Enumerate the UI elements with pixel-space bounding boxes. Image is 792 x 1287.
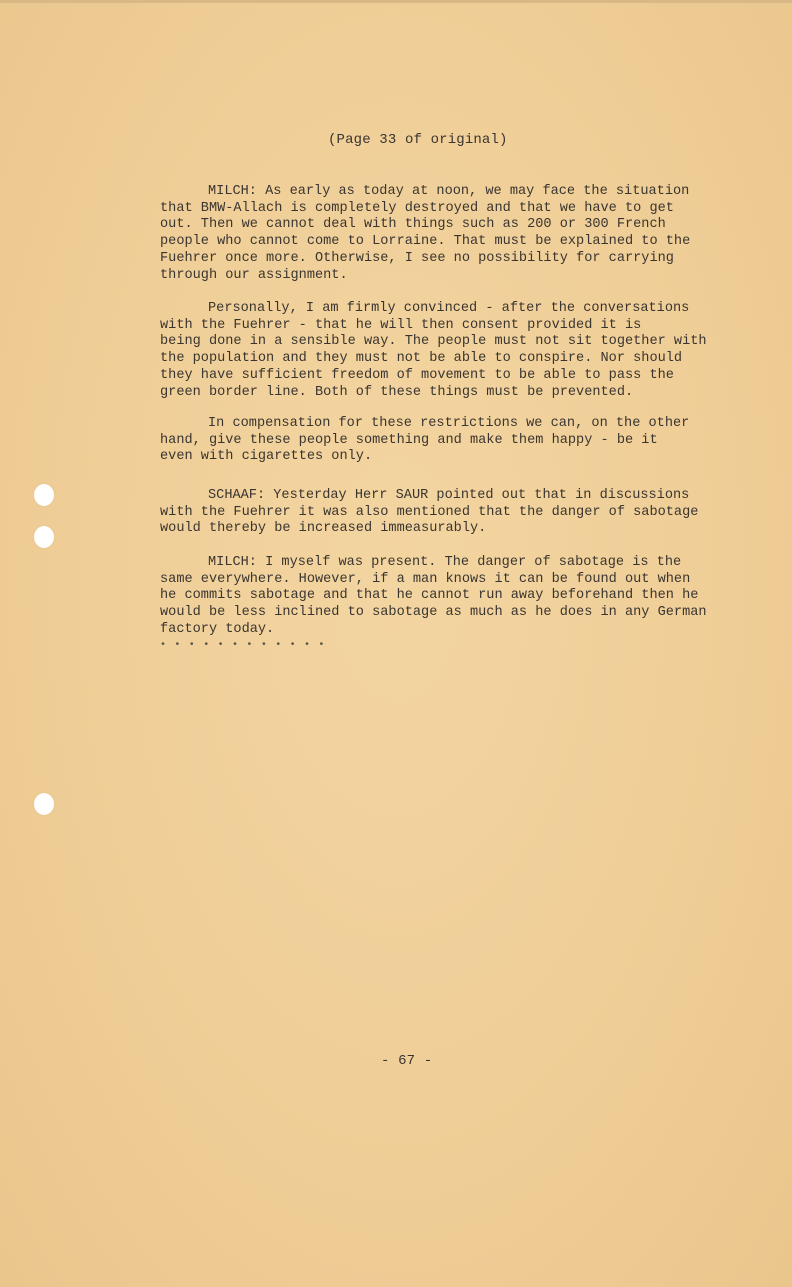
paragraph-milch-2	[160, 301, 707, 401]
paragraph-line: with the Fuehrer it was also mentioned that the danger of sabotage	[160, 504, 699, 520]
paragraph-line: out. Then we cannot deal with things such as 200 or 300 French	[160, 217, 666, 233]
paragraph-line: with the Fuehrer - that he will then consent provided it is	[160, 317, 642, 333]
paragraph-line: through our assignment.	[160, 267, 348, 283]
paragraph-line: hand, give these people something and make them happy - be it	[160, 432, 658, 448]
paragraph-schaaf	[160, 488, 698, 538]
paragraph-line: people who cannot come to Lorraine. That must be explained to the	[160, 234, 691, 250]
paragraph-line: same everywhere. However, if a man knows it can be found out when	[160, 571, 691, 587]
paragraph-line: he commits sabotage and that he cannot run away beforehand then he	[160, 588, 699, 604]
punch-hole	[34, 793, 54, 815]
page-top-edge	[0, 0, 792, 3]
paragraph-line: that BMW-Allach is completely destroyed and that we have to get	[160, 200, 674, 216]
end-separator: • • • • • • • • • • • •	[160, 640, 326, 651]
paragraph-milch-4	[160, 555, 707, 639]
paragraph-line: MILCH: As early as today at noon, we may face the situation	[208, 184, 690, 199]
paragraph-line: they have sufficient freedom of movement to be able to pass the	[160, 367, 674, 383]
page-header: (Page 33 of original)	[328, 132, 508, 148]
punch-hole	[34, 484, 54, 506]
paragraph-line: SCHAAF: Yesterday Herr SAUR pointed out that in discussions	[208, 488, 690, 503]
paragraph-line: would thereby be increased immeasurably.	[160, 521, 487, 537]
punch-hole	[34, 526, 54, 548]
paragraph-line: would be less inclined to sabotage as much as he does in any German	[160, 605, 707, 621]
paragraph-milch-1	[160, 184, 690, 284]
paragraph-line: Personally, I am firmly convinced - after the conversations	[208, 301, 690, 316]
paragraph-line: factory today.	[160, 621, 275, 637]
page-number: - 67 -	[381, 1053, 433, 1069]
paragraph-line: even with cigarettes only.	[160, 449, 373, 465]
paragraph-line: MILCH: I myself was present. The danger of sabotage is the	[208, 555, 682, 570]
paragraph-milch-3	[160, 416, 689, 466]
paragraph-line: Fuehrer once more. Otherwise, I see no possibility for carrying	[160, 250, 674, 266]
paragraph-line: being done in a sensible way. The people must not sit together with	[160, 334, 707, 350]
paragraph-line: In compensation for these restrictions we can, on the other	[208, 416, 690, 431]
paragraph-line: green border line. Both of these things must be prevented.	[160, 384, 634, 400]
paragraph-line: the population and they must not be able to conspire. Nor should	[160, 351, 683, 367]
